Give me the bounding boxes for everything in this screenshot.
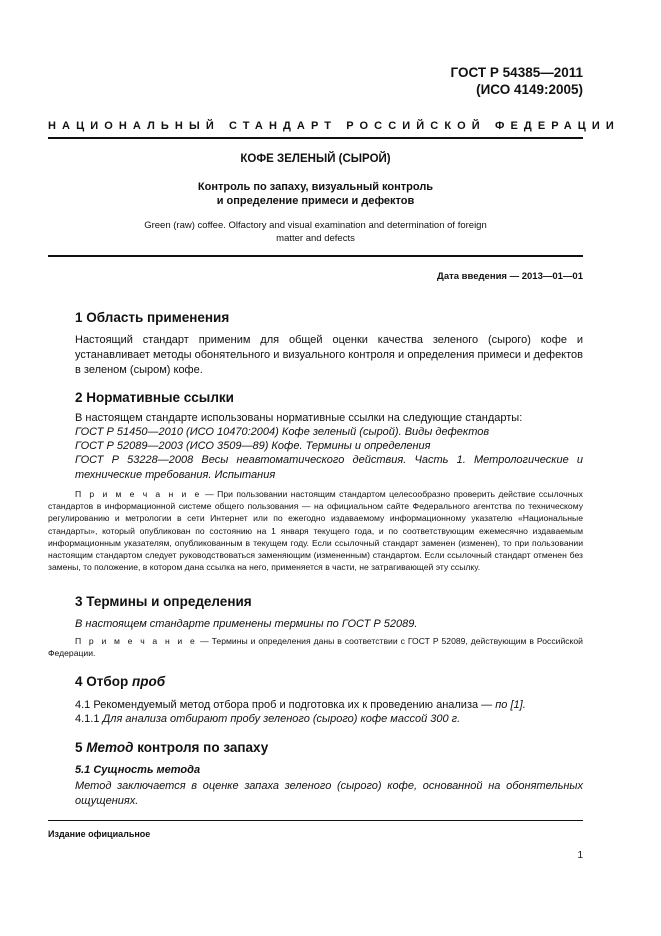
document-title: КОФЕ ЗЕЛЕНЫЙ (СЫРОЙ) — [240, 153, 391, 165]
standard-code: ГОСТ Р 54385—2011 — [450, 65, 583, 80]
clause-4-1-1-number: 4.1.1 — [75, 713, 103, 725]
subtitle-line-2: и определение примеси и дефектов — [216, 195, 415, 207]
clause-5-1-text: Метод заключается в оценке запаха зеленого (сырого) кофе, основанной на обонятельных ощущениях. — [75, 780, 583, 807]
iso-code: (ИСО 4149:2005) — [476, 82, 583, 97]
section-2-note — [48, 488, 583, 573]
section-4-word: Отбор — [86, 674, 129, 689]
footer-rule — [48, 820, 583, 821]
introduction-date: Дата введения — 2013—01—01 — [437, 271, 583, 282]
page-number: 1 — [577, 850, 583, 861]
clause-4-1-1-text: Для анализа отбирают пробу зеленого (сырого) кофе массой 300 г. — [102, 713, 461, 725]
section-4-italic-word: проб — [132, 674, 166, 689]
section-5-italic-word: Метод — [86, 740, 134, 755]
edition-label: Издание официальное — [48, 829, 151, 839]
national-standard-banner: НАЦИОНАЛЬНЫЙ СТАНДАРТ РОССИЙСКОЙ ФЕДЕРАЦИИ — [48, 120, 620, 132]
note-label: П р и м е ч а н и е — [75, 636, 198, 646]
clause-4-1-reference: по [1]. — [495, 699, 526, 711]
ref-item: ГОСТ Р 52089—2003 (ИСО 3509—89) Кофе. Термины и определения — [75, 440, 431, 452]
section-3-text: В настоящем стандарте применены термины по ГОСТ Р 52089. — [75, 618, 418, 630]
note-text: — Термины и определения даны в соответствии с ГОСТ Р 52089, действующим в Российской Федерации. — [48, 636, 583, 659]
section-5-rest: контроля по запаху — [137, 740, 269, 755]
document-subtitle — [48, 180, 583, 208]
ref-item: ГОСТ Р 51450—2010 (ИСО 10470:2004) Кофе зеленый (сырой). Виды дефектов — [75, 426, 490, 438]
section-3-heading: 3 Термины и определения — [75, 594, 252, 609]
clause-5-1-heading: 5.1 Сущность метода — [75, 764, 201, 776]
section-2-intro: В настоящем стандарте использованы нормативные ссылки на следующие стандарты: — [75, 412, 523, 424]
section-5-heading — [75, 740, 268, 755]
section-4-heading — [75, 674, 165, 689]
note-text: — При пользовании настоящим стандартом целесообразно проверить действие ссылочных стандартов в информационной системе общего пользования — на официальном сайте Федерального агентства по техническому регулированию и метрологии в сети Интернет или по ежегодно издаваемому информационному указателю «Национальные стандарты», который опубликован по состоянию на 1 января текущего года, и по соответствующим ежемесячно издаваемым информационным указателям, опубликованным в текущем году. Если ссылочный стандарт заменен (изменен), то при пользовании настоящим стандартом следует руководствоваться заменяющим (измененным) стандартом. Если ссылочный стандарт отменен без замены, то положение, в котором дана ссылка на него, применяется в части, не затрагивающей эту ссылку. — [48, 489, 583, 573]
section-2-heading: 2 Нормативные ссылки — [75, 390, 234, 405]
english-title-line-2: matter and defects — [276, 233, 355, 244]
section-1-heading: 1 Область применения — [75, 310, 230, 325]
note-label: П р и м е ч а н и е — [75, 489, 202, 499]
section-4-number: 4 — [75, 674, 83, 689]
section-3-note — [48, 635, 583, 659]
clause-4-1-text: 4.1 Рекомендуемый метод отбора проб и подготовка их к проведению анализа — — [75, 699, 496, 711]
section-5-number: 5 — [75, 740, 83, 755]
ref-item: ГОСТ Р 53228—2008 Весы неавтоматического действия. Часть 1. Метрологические и технические требования. Испытания — [75, 454, 583, 481]
subtitle-line-1: Контроль по запаху, визуальный контроль — [197, 181, 434, 193]
english-title — [48, 219, 583, 245]
clause-4-1-1 — [75, 712, 583, 727]
header-rule — [48, 137, 583, 139]
title-rule — [48, 255, 583, 257]
section-1-text: Настоящий стандарт применим для общей оценки качества зеленого (сырого) кофе и устанавливает методы обонятельного и визуального контроля и определения примеси и дефектов в зеленом (сыром) кофе. — [75, 334, 583, 376]
english-title-line-1: Green (raw) coffee. Olfactory and visual examination and determination of foreign — [144, 220, 487, 231]
clause-4-1 — [75, 698, 583, 713]
